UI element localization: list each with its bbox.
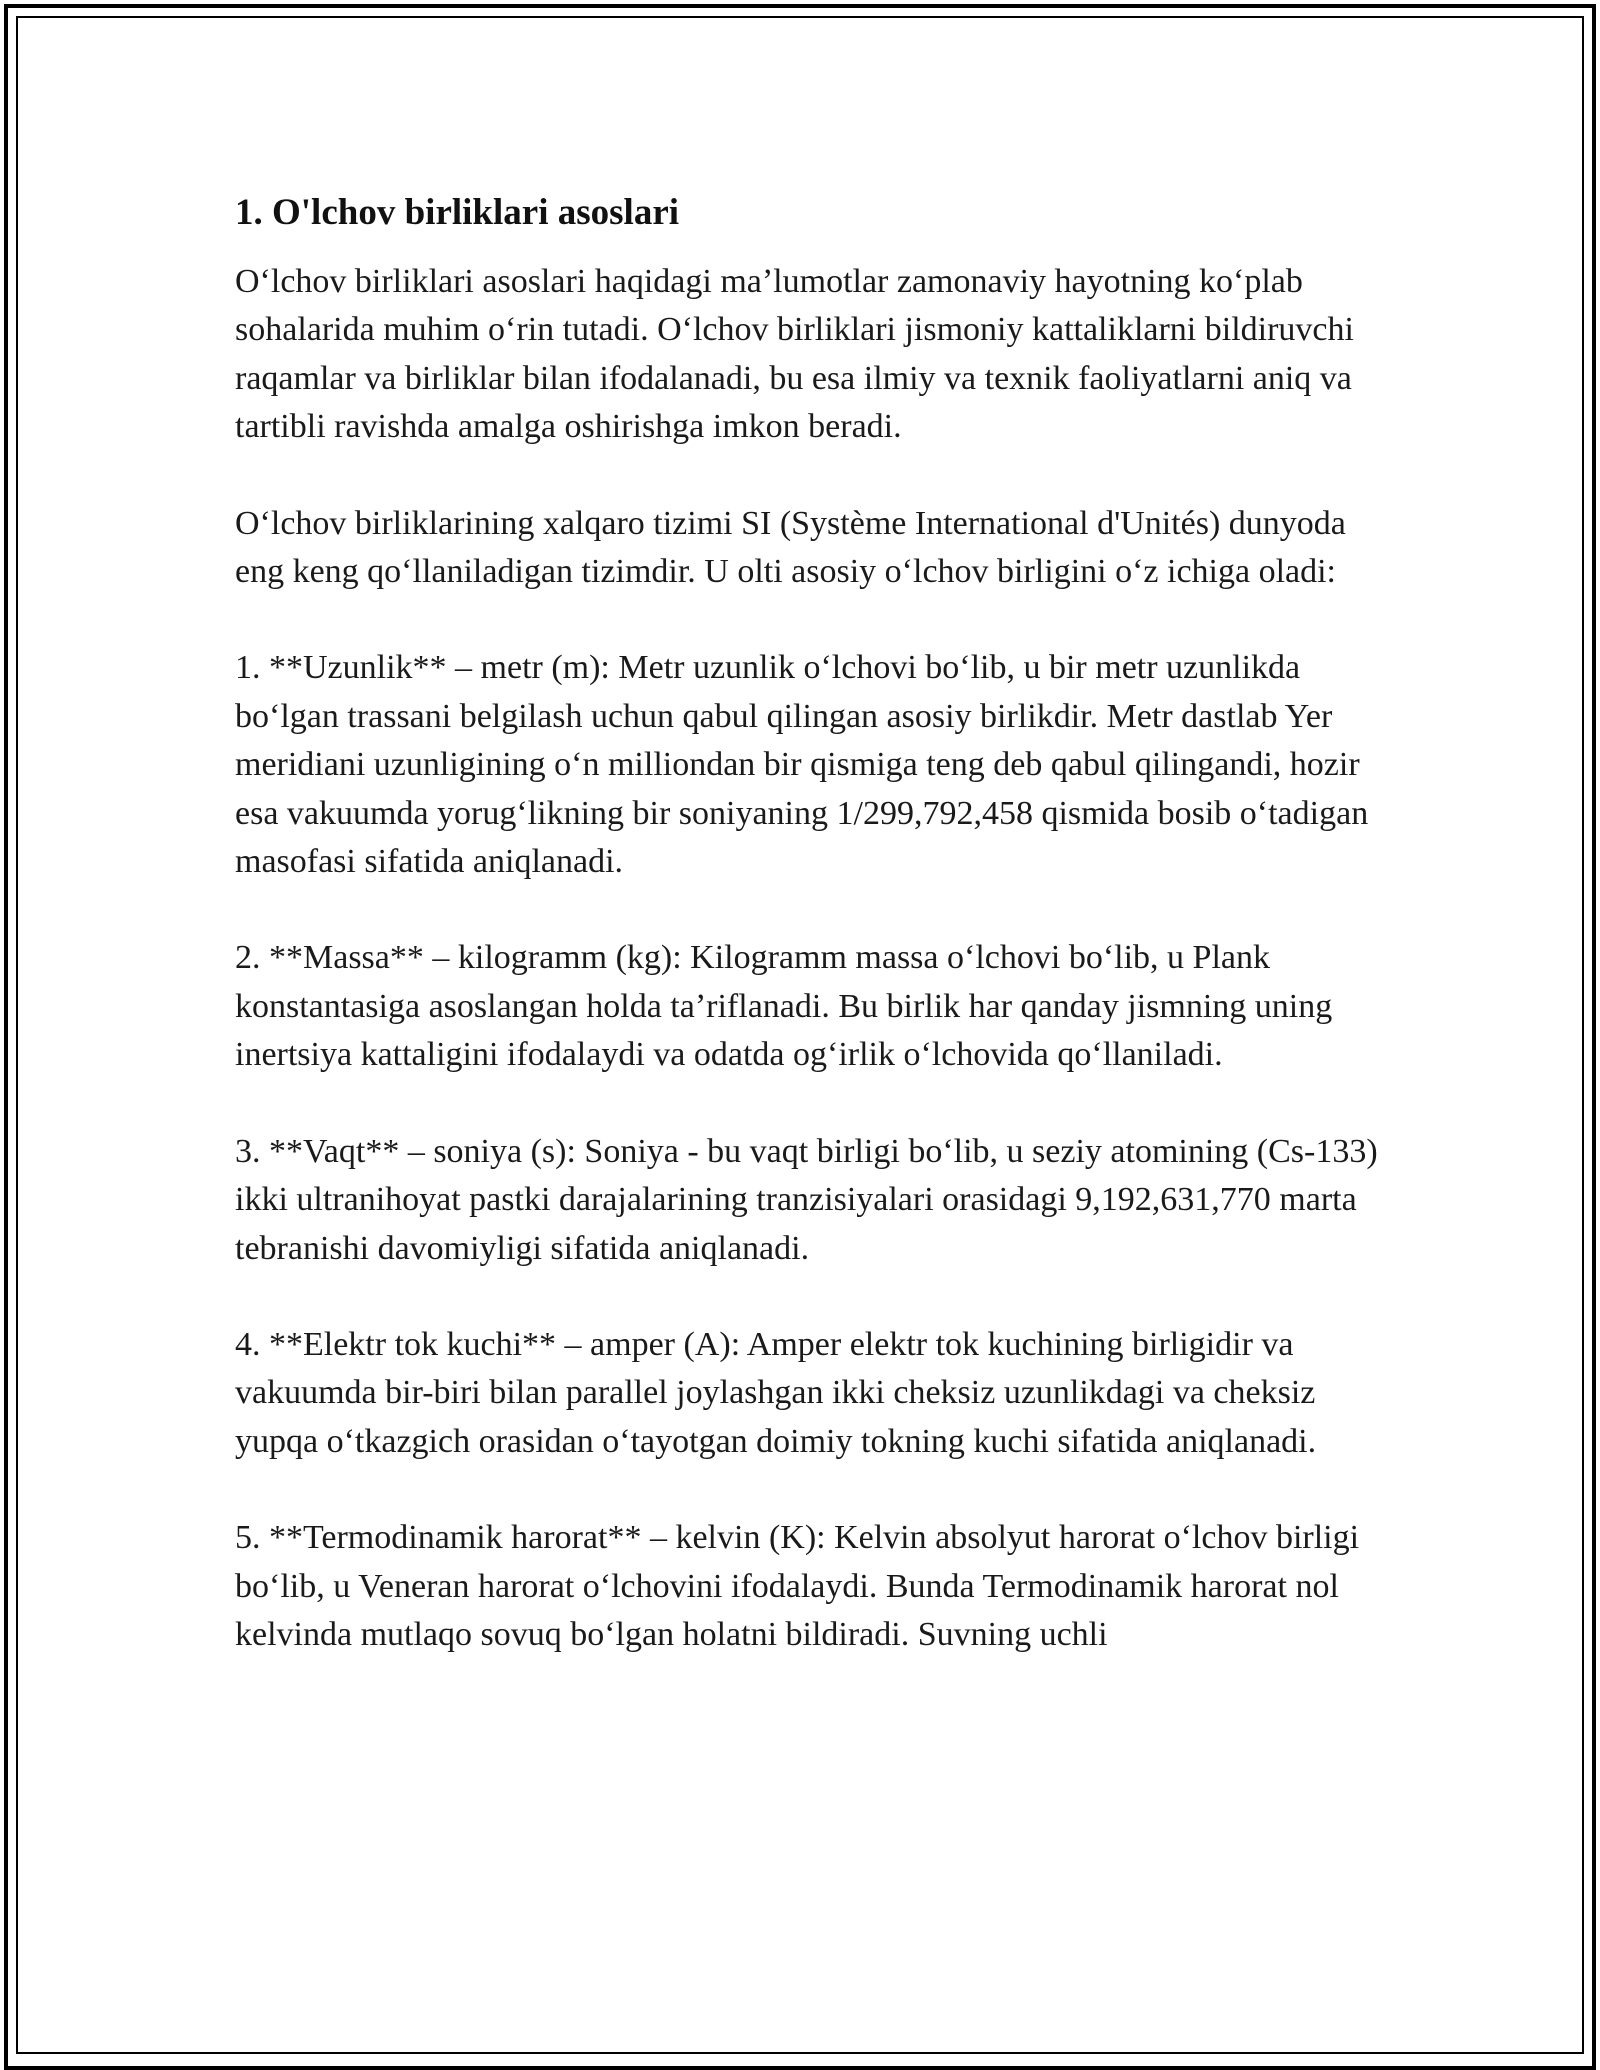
document-body — [235, 186, 1380, 1659]
list-item-temperature: 5. **Termodinamik harorat** – kelvin (K): Kelvin absolyut harorat oʻlchov birligi boʻlib, u Veneran harorat oʻlchovini ifodalaydi. Bunda Termodinamik harorat nol kelvinda mutlaqo sovuq boʻlgan holatni bildiradi. Suvning uchli — [235, 1519, 1360, 1653]
paragraph-si-system: Oʻlchov birliklarining xalqaro tizimi SI (Système International d'Unités) dunyoda eng keng qoʻllaniladigan tizimdir. U olti asosiy oʻlchov birligini oʻz ichiga oladi: — [235, 504, 1346, 591]
list-item-time: 3. **Vaqt** – soniya (s): Soniya - bu vaqt birligi boʻlib, u seziy atomining (Cs-133) ikki ultranihoyat pastki darajalarining tranzisiyalari orasidagi 9,192,631,770 marta tebranishi davomiyligi sifatida aniqlanadi. — [235, 1132, 1378, 1267]
paragraph-intro: Oʻlchov birliklari asoslari haqidagi maʼlumotlar zamonaviy hayotning koʻplab sohalarida muhim oʻrin tutadi. Oʻlchov birliklari jismoniy kattaliklarni bildiruvchi raqamlar va birliklar bilan ifodalanadi, bu esa ilmiy va texnik faoliyatlarni aniq va tartibli ravishda amalga oshirishga imkon beradi. — [235, 263, 1354, 446]
list-item-mass: 2. **Massa** – kilogramm (kg): Kilogramm massa oʻlchovi boʻlib, u Plank konstantasiga asoslangan holda taʼriflanadi. Bu birlik har qanday jismning uning inertsiya kattaligini ifodalaydi va odatda ogʻirlik oʻlchovida qoʻllaniladi. — [235, 939, 1333, 1074]
list-item-length: 1. **Uzunlik** – metr (m): Metr uzunlik oʻlchovi boʻlib, u bir metr uzunlikda boʻlgan trassani belgilash uchun qabul qilingan asosiy birlikdir. Metr dastlab Yer meridiani uzunligining oʻn milliondan bir qismiga teng deb qabul qilingandi, hozir esa vakuumda yorugʻlikning bir soniyaning 1/299,792,458 qismida bosib oʻtadigan masofasi sifatida aniqlanadi. — [235, 649, 1369, 881]
list-item-electric-current: 4. **Elektr tok kuchi** – amper (A): Amper elektr tok kuchining birligidir va vakuumda bir-biri bilan parallel joylashgan ikki cheksiz uzunlikdagi va cheksiz yupqa oʻtkazgich orasidan oʻtayotgan doimiy tokning kuchi sifatida aniqlanadi. — [235, 1325, 1317, 1460]
section-heading: 1. O'lchov birliklari asoslari — [235, 192, 680, 233]
